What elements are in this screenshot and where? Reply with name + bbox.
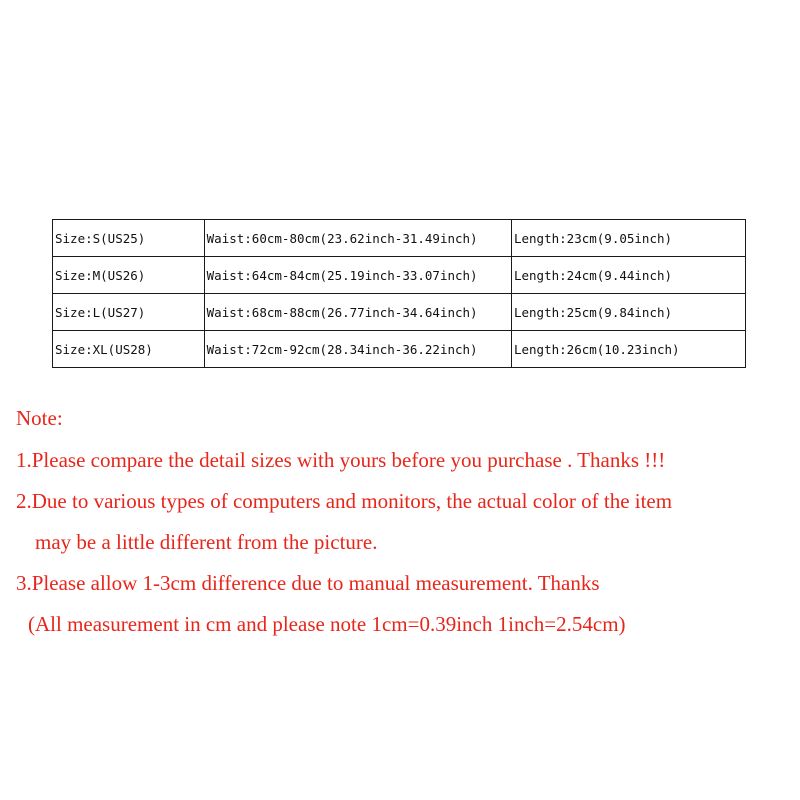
waist-cell: Waist:68cm-88cm(26.77inch-34.64inch) xyxy=(204,294,511,331)
size-cell: Size:XL(US28) xyxy=(53,331,205,368)
note-heading: Note: xyxy=(16,406,63,430)
waist-cell: Waist:60cm-80cm(23.62inch-31.49inch) xyxy=(204,220,511,257)
waist-cell: Waist:72cm-92cm(28.34inch-36.22inch) xyxy=(204,331,511,368)
size-cell: Size:M(US26) xyxy=(53,257,205,294)
waist-cell: Waist:64cm-84cm(25.19inch-33.07inch) xyxy=(204,257,511,294)
note-line-2-continued: may be a little different from the picture. xyxy=(35,530,378,554)
note-line-3: 3.Please allow 1-3cm difference due to manual measurement. Thanks xyxy=(16,571,600,595)
size-cell: Size:L(US27) xyxy=(53,294,205,331)
size-cell: Size:S(US25) xyxy=(53,220,205,257)
length-cell: Length:26cm(10.23inch) xyxy=(511,331,745,368)
length-cell: Length:25cm(9.84inch) xyxy=(511,294,745,331)
length-cell: Length:24cm(9.44inch) xyxy=(511,257,745,294)
note-line-3-continued: (All measurement in cm and please note 1cm=0.39inch 1inch=2.54cm) xyxy=(28,612,626,636)
note-line-2: 2.Due to various types of computers and monitors, the actual color of the item xyxy=(16,489,673,513)
note-line-1: 1.Please compare the detail sizes with yours before you purchase . Thanks !!! xyxy=(16,448,666,472)
length-cell: Length:23cm(9.05inch) xyxy=(511,220,745,257)
